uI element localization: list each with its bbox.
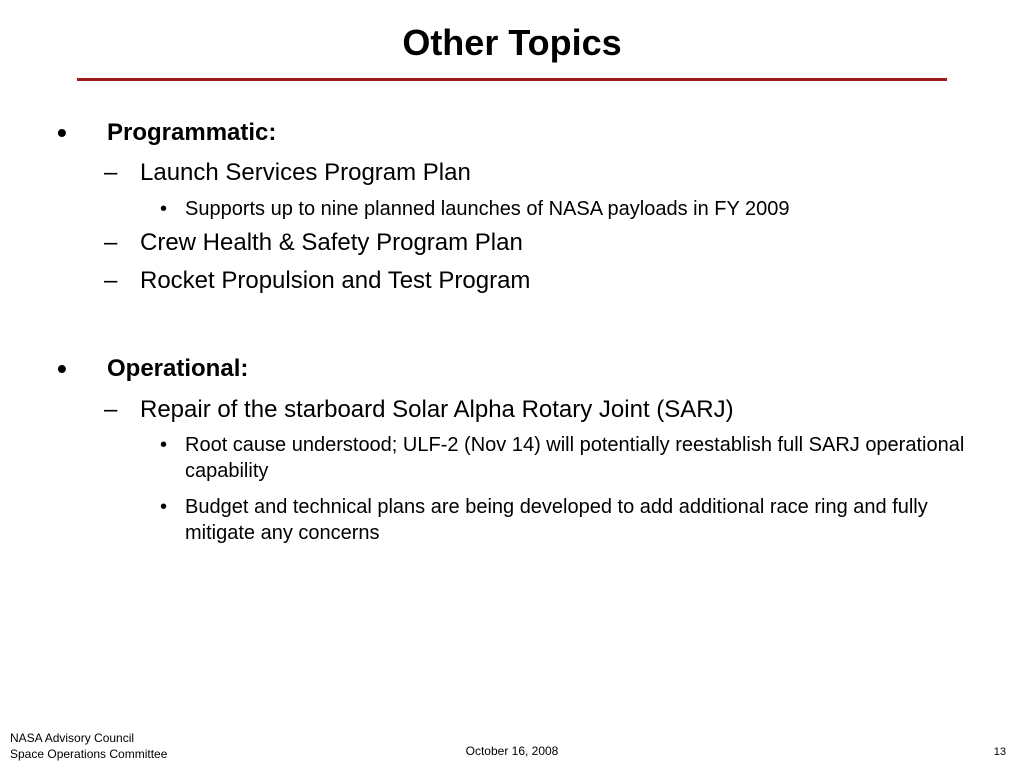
list-item-text: Crew Health & Safety Program Plan xyxy=(140,229,523,256)
dash-icon: – xyxy=(104,267,118,294)
dash-icon: – xyxy=(104,396,118,423)
sub-list-item xyxy=(160,432,995,484)
list-item-text: Rocket Propulsion and Test Program xyxy=(140,267,531,294)
dash-icon: – xyxy=(104,159,118,186)
page-number: 13 xyxy=(993,746,1006,758)
sub-list-item-text: Root cause understood; ULF-2 (Nov 14) will potentially reestablish full SARJ operational capability xyxy=(185,434,965,482)
list-item xyxy=(104,395,734,425)
bullet-icon: • xyxy=(57,353,67,384)
list-item xyxy=(104,228,523,258)
list-item xyxy=(104,158,471,188)
sub-list-item xyxy=(160,494,995,546)
section-heading-operational xyxy=(57,353,249,384)
bullet-icon: • xyxy=(160,434,168,456)
dash-icon: – xyxy=(104,229,118,256)
bullet-icon: • xyxy=(160,198,168,220)
section-heading-text: Operational: xyxy=(107,355,249,382)
sub-list-item xyxy=(160,196,995,222)
bullet-icon: • xyxy=(160,496,168,518)
sub-list-item-text: Supports up to nine planned launches of NASA payloads in FY 2009 xyxy=(185,198,790,220)
footer-date: October 16, 2008 xyxy=(465,744,559,758)
footer-org-line2: Space Operations Committee xyxy=(10,747,168,761)
slide-title: Other Topics xyxy=(402,22,622,63)
bullet-icon: • xyxy=(57,117,67,148)
sub-list-item-text: Budget and technical plans are being developed to add additional race ring and fully mitigate any concerns xyxy=(185,496,928,544)
footer-org-line1: NASA Advisory Council xyxy=(10,731,135,745)
list-item-text: Repair of the starboard Solar Alpha Rotary Joint (SARJ) xyxy=(140,396,734,423)
list-item-text: Launch Services Program Plan xyxy=(140,159,471,186)
section-heading-text: Programmatic: xyxy=(107,119,277,146)
list-item xyxy=(104,266,531,296)
section-heading-programmatic xyxy=(57,117,277,148)
